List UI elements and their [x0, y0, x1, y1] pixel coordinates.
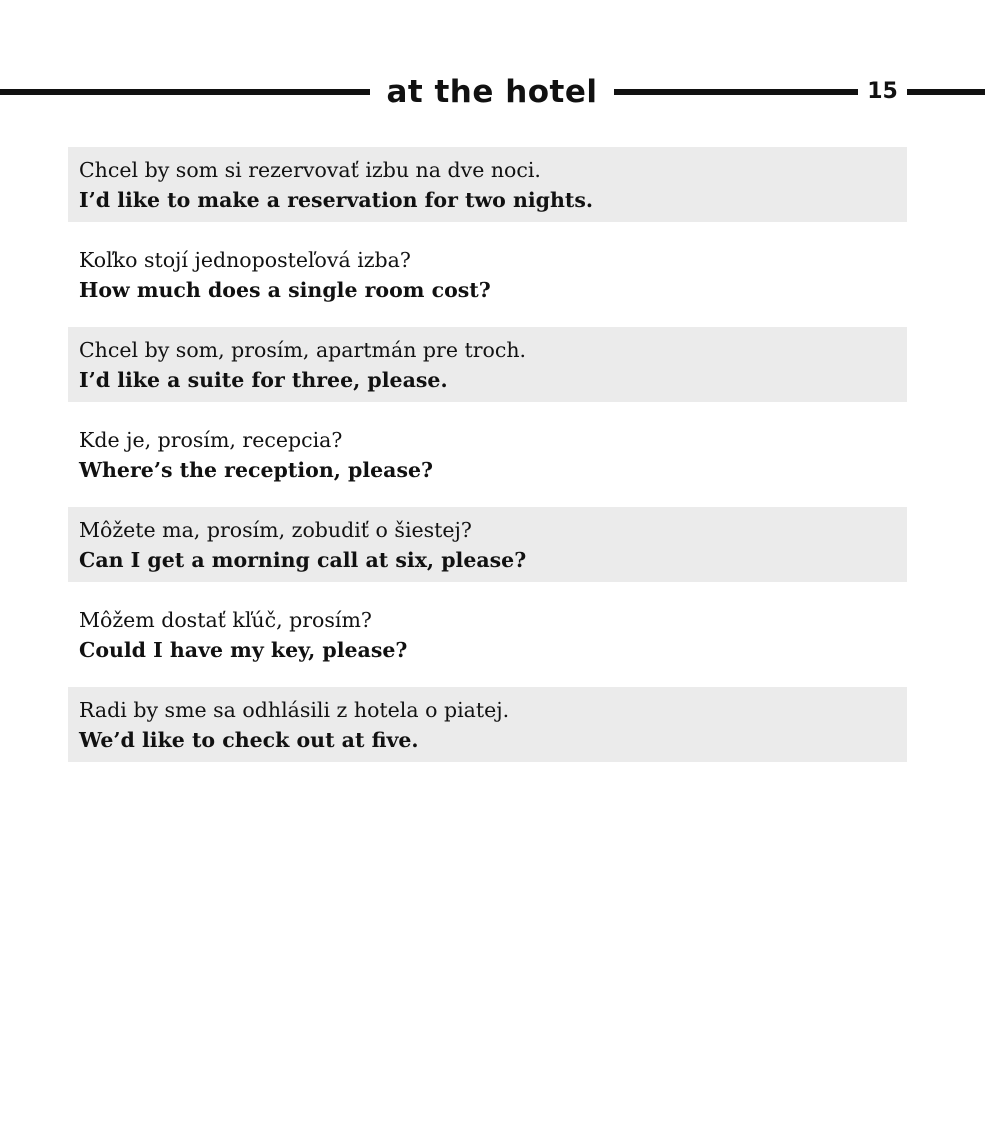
phrase-english: Can I get a morning call at six, please? [79, 548, 527, 572]
phrase-list [68, 147, 907, 777]
phrase-slovak: Koľko stojí jednoposteľová izba? [79, 248, 411, 272]
header-rule-middle [614, 89, 858, 95]
phrase-slovak: Chcel by som, prosím, apartmán pre troch. [79, 338, 527, 362]
phrase-english: I’d like a suite for three, please. [79, 368, 448, 392]
phrase-slovak: Chcel by som si rezervovať izbu na dve noci. [79, 158, 541, 182]
phrase-item [68, 147, 907, 222]
phrase-slovak: Radi by sme sa odhlásili z hotela o piatej. [79, 698, 510, 722]
phrase-slovak: Kde je, prosím, recepcia? [79, 428, 343, 452]
phrase-item [68, 327, 907, 402]
phrase-english: How much does a single room cost? [79, 278, 491, 302]
header-rule-right [907, 89, 985, 95]
phrase-item [68, 237, 907, 312]
header-rule-left [0, 89, 370, 95]
page-number: 15 [867, 79, 898, 104]
phrase-english: Where’s the reception, please? [79, 458, 434, 482]
phrase-item [68, 687, 907, 762]
section-title: at the hotel [386, 74, 598, 110]
phrase-english: Could I have my key, please? [79, 638, 408, 662]
phrase-english: We’d like to check out at five. [79, 728, 419, 752]
page-header [0, 72, 985, 112]
phrase-item [68, 417, 907, 492]
phrase-english: I’d like to make a reservation for two nights. [79, 188, 594, 212]
phrase-item [68, 507, 907, 582]
phrase-item [68, 597, 907, 672]
phrase-slovak: Môžem dostať kľúč, prosím? [79, 608, 372, 632]
phrase-slovak: Môžete ma, prosím, zobudiť o šiestej? [79, 518, 472, 542]
